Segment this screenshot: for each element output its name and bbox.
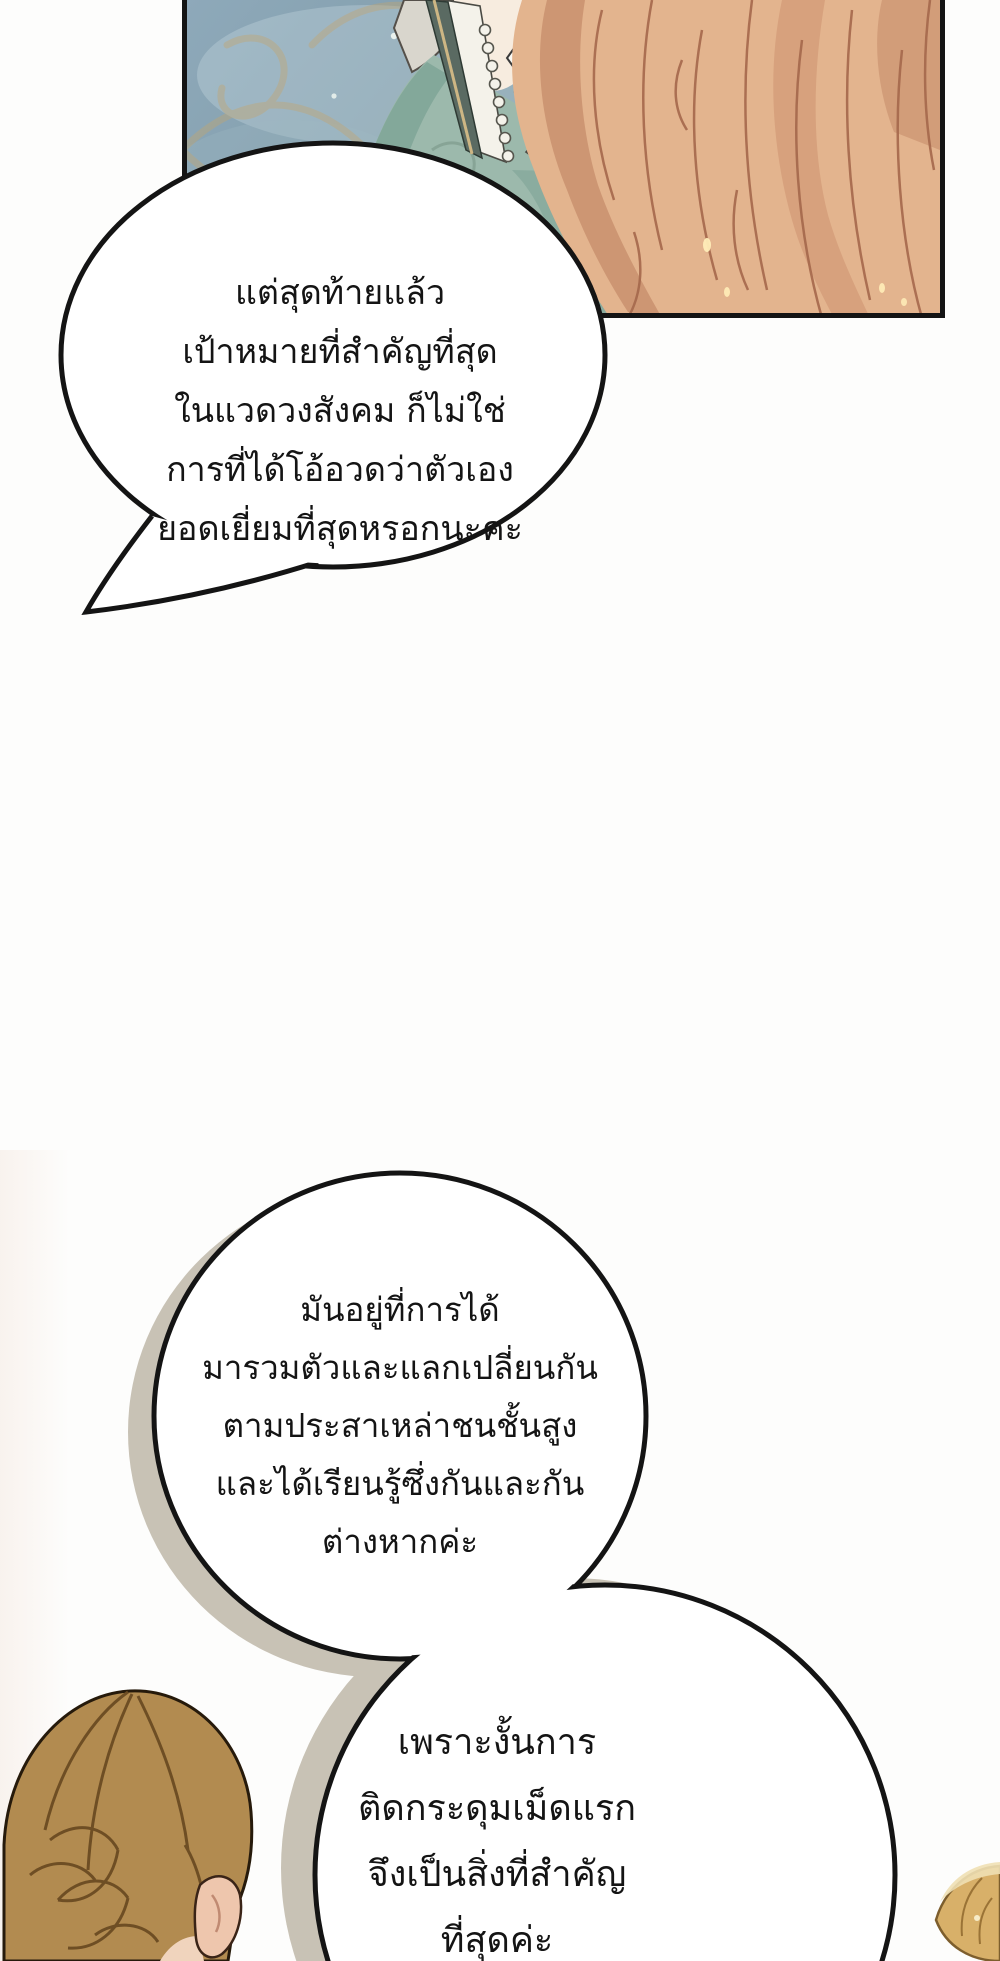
bubble-2-line: ต่างหากค่ะ <box>321 1522 479 1561</box>
bubble-1-line: ยอดเยี่ยมที่สุดหรอกนะคะ <box>157 509 523 549</box>
bubble-3-line: ติดกระดุมเม็ดแรก <box>357 1788 637 1829</box>
bubble-2-line: และได้เรียนรู้ซึ่งกันและกัน <box>215 1464 585 1503</box>
bubble-3-line: ที่สุดค่ะ <box>440 1920 554 1961</box>
bubble-3-line: จึงเป็นสิ่งที่สำคัญ <box>367 1854 627 1895</box>
bubble-1-line: แต่สุดท้ายแล้ว <box>234 273 446 313</box>
bubble-1-text <box>60 264 620 559</box>
bubble-1-line: เป้าหมายที่สำคัญที่สุด <box>182 332 498 372</box>
bubble-1-line: ในแวดวงสังคม ก็ไม่ใช่ <box>174 391 506 431</box>
bubble-1-line: การที่ได้โอ้อวดว่าตัวเอง <box>166 450 514 490</box>
bubble-2-line: มันอยู่ที่การได้ <box>300 1290 500 1329</box>
bubble-2-line: มารวมตัวและแลกเปลี่ยนกัน <box>202 1348 598 1387</box>
bubble-3-text <box>252 1710 742 1961</box>
bubble-3-line: เพราะงั้นการ <box>397 1722 597 1763</box>
bubble-2-text <box>130 1281 670 1571</box>
bubble-2-line: ตามประสาเหล่าชนชั้นสูง <box>222 1406 578 1445</box>
